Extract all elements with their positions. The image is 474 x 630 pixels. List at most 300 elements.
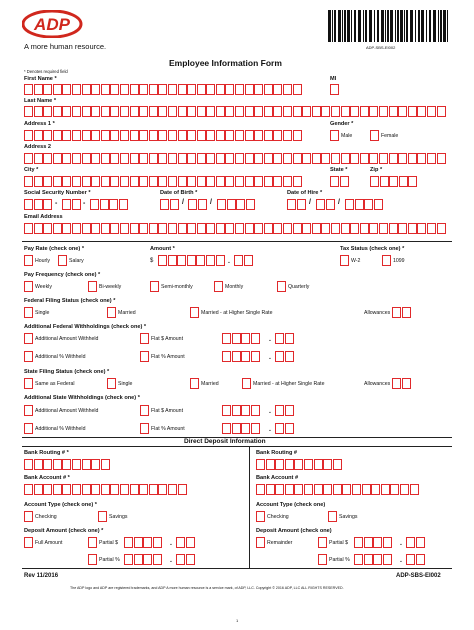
input-cell[interactable] — [283, 153, 292, 164]
input-cell[interactable] — [379, 106, 388, 117]
state-addl-cents-1[interactable] — [275, 405, 294, 416]
mi-field[interactable] — [330, 84, 340, 95]
input-cell[interactable] — [187, 84, 196, 95]
input-cell[interactable] — [168, 484, 177, 495]
input-cell[interactable] — [360, 223, 369, 234]
input-cell[interactable] — [53, 484, 62, 495]
input-cell[interactable] — [120, 130, 129, 141]
amount-cents[interactable] — [234, 255, 253, 266]
input-cell[interactable] — [149, 153, 158, 164]
input-cell[interactable] — [101, 130, 110, 141]
partial-dollar-1-amount[interactable] — [124, 537, 162, 548]
input-cell[interactable] — [331, 223, 340, 234]
input-cell[interactable] — [91, 130, 100, 141]
input-cell[interactable] — [225, 176, 234, 187]
input-cell[interactable] — [186, 554, 195, 565]
partial-pct-1-amount[interactable] — [124, 554, 162, 565]
input-cell[interactable] — [273, 176, 282, 187]
input-cell[interactable] — [168, 255, 177, 266]
input-cell[interactable] — [187, 130, 196, 141]
input-cell[interactable] — [326, 199, 335, 210]
input-cell[interactable] — [264, 176, 273, 187]
input-cell[interactable] — [72, 106, 81, 117]
input-cell[interactable] — [82, 459, 91, 470]
input-cell[interactable] — [170, 199, 179, 210]
input-cell[interactable] — [400, 484, 409, 495]
input-cell[interactable] — [254, 153, 263, 164]
fed-single-checkbox[interactable] — [24, 307, 33, 318]
input-cell[interactable] — [216, 223, 225, 234]
input-cell[interactable] — [110, 484, 119, 495]
input-cell[interactable] — [120, 223, 129, 234]
doh-month[interactable] — [287, 199, 306, 210]
state-addl-dollars-1[interactable] — [222, 405, 260, 416]
input-cell[interactable] — [275, 333, 284, 344]
input-cell[interactable] — [245, 84, 254, 95]
state-field[interactable] — [330, 176, 349, 187]
input-cell[interactable] — [235, 176, 244, 187]
doh-year[interactable] — [345, 199, 383, 210]
input-cell[interactable] — [333, 459, 342, 470]
input-cell[interactable] — [417, 223, 426, 234]
state-same-fed-checkbox[interactable] — [24, 378, 33, 389]
input-cell[interactable] — [340, 176, 349, 187]
input-cell[interactable] — [354, 554, 363, 565]
input-cell[interactable] — [427, 223, 436, 234]
input-cell[interactable] — [72, 484, 81, 495]
input-cell[interactable] — [374, 199, 383, 210]
input-cell[interactable] — [225, 153, 234, 164]
input-cell[interactable] — [312, 153, 321, 164]
input-cell[interactable] — [120, 84, 129, 95]
input-cell[interactable] — [110, 84, 119, 95]
input-cell[interactable] — [373, 554, 382, 565]
input-cell[interactable] — [120, 176, 129, 187]
input-cell[interactable] — [330, 84, 339, 95]
gender-male-checkbox[interactable] — [330, 130, 339, 141]
input-cell[interactable] — [188, 199, 197, 210]
input-cell[interactable] — [34, 153, 43, 164]
input-cell[interactable] — [110, 176, 119, 187]
dob-month[interactable] — [160, 199, 179, 210]
input-cell[interactable] — [302, 223, 311, 234]
state-flat-pct-checkbox[interactable] — [140, 423, 149, 434]
fed-allowances-field[interactable] — [392, 307, 411, 318]
state-married-checkbox[interactable] — [190, 378, 199, 389]
input-cell[interactable] — [187, 153, 196, 164]
input-cell[interactable] — [134, 554, 143, 565]
input-cell[interactable] — [206, 176, 215, 187]
input-cell[interactable] — [149, 223, 158, 234]
input-cell[interactable] — [90, 199, 99, 210]
input-cell[interactable] — [222, 423, 231, 434]
input-cell[interactable] — [206, 255, 215, 266]
input-cell[interactable] — [285, 405, 294, 416]
input-cell[interactable] — [235, 106, 244, 117]
input-cell[interactable] — [139, 153, 148, 164]
input-cell[interactable] — [275, 459, 284, 470]
input-cell[interactable] — [381, 484, 390, 495]
input-cell[interactable] — [293, 130, 302, 141]
input-cell[interactable] — [331, 106, 340, 117]
input-cell[interactable] — [437, 223, 446, 234]
input-cell[interactable] — [345, 199, 354, 210]
semimonthly-checkbox[interactable] — [150, 281, 159, 292]
input-cell[interactable] — [293, 223, 302, 234]
gender-female-checkbox[interactable] — [370, 130, 379, 141]
input-cell[interactable] — [187, 106, 196, 117]
input-cell[interactable] — [130, 130, 139, 141]
input-cell[interactable] — [323, 484, 332, 495]
input-cell[interactable] — [168, 223, 177, 234]
input-cell[interactable] — [312, 106, 321, 117]
input-cell[interactable] — [256, 484, 265, 495]
input-cell[interactable] — [392, 378, 401, 389]
input-cell[interactable] — [43, 459, 52, 470]
input-cell[interactable] — [369, 223, 378, 234]
input-cell[interactable] — [143, 554, 152, 565]
input-cell[interactable] — [153, 537, 162, 548]
input-cell[interactable] — [234, 255, 243, 266]
input-cell[interactable] — [82, 106, 91, 117]
ssn-part2[interactable] — [62, 199, 81, 210]
input-cell[interactable] — [216, 255, 225, 266]
state-married-higher-checkbox[interactable] — [242, 378, 251, 389]
input-cell[interactable] — [225, 106, 234, 117]
input-cell[interactable] — [187, 176, 196, 187]
bank-account-2-field[interactable] — [256, 484, 419, 495]
savings-2-checkbox[interactable] — [328, 511, 337, 522]
input-cell[interactable] — [225, 223, 234, 234]
input-cell[interactable] — [178, 176, 187, 187]
input-cell[interactable] — [101, 106, 110, 117]
input-cell[interactable] — [341, 223, 350, 234]
input-cell[interactable] — [399, 176, 408, 187]
last-name-field[interactable] — [24, 106, 446, 117]
input-cell[interactable] — [364, 537, 373, 548]
input-cell[interactable] — [222, 405, 231, 416]
input-cell[interactable] — [197, 84, 206, 95]
input-cell[interactable] — [294, 459, 303, 470]
input-cell[interactable] — [254, 223, 263, 234]
input-cell[interactable] — [91, 106, 100, 117]
input-cell[interactable] — [139, 223, 148, 234]
input-cell[interactable] — [406, 554, 415, 565]
input-cell[interactable] — [389, 153, 398, 164]
input-cell[interactable] — [341, 106, 350, 117]
input-cell[interactable] — [178, 130, 187, 141]
input-cell[interactable] — [82, 130, 91, 141]
input-cell[interactable] — [236, 199, 245, 210]
ssn-part1[interactable] — [24, 199, 53, 210]
input-cell[interactable] — [62, 84, 71, 95]
input-cell[interactable] — [256, 459, 265, 470]
input-cell[interactable] — [34, 130, 43, 141]
input-cell[interactable] — [72, 199, 81, 210]
input-cell[interactable] — [350, 223, 359, 234]
input-cell[interactable] — [408, 223, 417, 234]
input-cell[interactable] — [82, 153, 91, 164]
input-cell[interactable] — [158, 84, 167, 95]
hourly-checkbox[interactable] — [24, 255, 33, 266]
input-cell[interactable] — [82, 84, 91, 95]
input-cell[interactable] — [273, 130, 282, 141]
input-cell[interactable] — [285, 459, 294, 470]
input-cell[interactable] — [72, 459, 81, 470]
input-cell[interactable] — [321, 106, 330, 117]
input-cell[interactable] — [34, 84, 43, 95]
input-cell[interactable] — [264, 84, 273, 95]
input-cell[interactable] — [264, 130, 273, 141]
partial-dollar-1-checkbox[interactable] — [88, 537, 97, 548]
input-cell[interactable] — [364, 199, 373, 210]
input-cell[interactable] — [304, 484, 313, 495]
input-cell[interactable] — [352, 484, 361, 495]
address2-field[interactable] — [24, 153, 446, 164]
input-cell[interactable] — [331, 153, 340, 164]
input-cell[interactable] — [232, 351, 241, 362]
input-cell[interactable] — [197, 130, 206, 141]
input-cell[interactable] — [321, 153, 330, 164]
fed-addl-cents-1[interactable] — [275, 333, 294, 344]
input-cell[interactable] — [149, 176, 158, 187]
input-cell[interactable] — [371, 484, 380, 495]
input-cell[interactable] — [43, 199, 52, 210]
input-cell[interactable] — [34, 484, 43, 495]
input-cell[interactable] — [379, 153, 388, 164]
partial-dollar-2-cents[interactable] — [406, 537, 425, 548]
input-cell[interactable] — [62, 153, 71, 164]
input-cell[interactable] — [34, 459, 43, 470]
input-cell[interactable] — [369, 106, 378, 117]
input-cell[interactable] — [410, 484, 419, 495]
state-flat-amount-checkbox[interactable] — [140, 405, 149, 416]
bank-routing-2-field[interactable] — [256, 459, 342, 470]
input-cell[interactable] — [241, 405, 250, 416]
input-cell[interactable] — [91, 153, 100, 164]
partial-pct-2-cents[interactable] — [406, 554, 425, 565]
monthly-checkbox[interactable] — [214, 281, 223, 292]
input-cell[interactable] — [158, 176, 167, 187]
input-cell[interactable] — [120, 484, 129, 495]
input-cell[interactable] — [168, 176, 177, 187]
input-cell[interactable] — [110, 223, 119, 234]
input-cell[interactable] — [245, 176, 254, 187]
input-cell[interactable] — [187, 223, 196, 234]
input-cell[interactable] — [34, 199, 43, 210]
input-cell[interactable] — [398, 223, 407, 234]
input-cell[interactable] — [91, 484, 100, 495]
input-cell[interactable] — [275, 423, 284, 434]
input-cell[interactable] — [266, 484, 275, 495]
input-cell[interactable] — [285, 484, 294, 495]
input-cell[interactable] — [176, 537, 185, 548]
salary-checkbox[interactable] — [58, 255, 67, 266]
partial-pct-1-cents[interactable] — [176, 554, 195, 565]
zip-field[interactable] — [370, 176, 418, 187]
input-cell[interactable] — [24, 176, 33, 187]
input-cell[interactable] — [198, 199, 207, 210]
input-cell[interactable] — [235, 130, 244, 141]
input-cell[interactable] — [120, 153, 129, 164]
input-cell[interactable] — [354, 537, 363, 548]
email-field[interactable] — [24, 223, 446, 234]
input-cell[interactable] — [197, 176, 206, 187]
input-cell[interactable] — [160, 199, 169, 210]
input-cell[interactable] — [342, 484, 351, 495]
input-cell[interactable] — [275, 351, 284, 362]
fed-married-higher-checkbox[interactable] — [190, 307, 199, 318]
input-cell[interactable] — [216, 176, 225, 187]
input-cell[interactable] — [383, 554, 392, 565]
input-cell[interactable] — [24, 153, 33, 164]
input-cell[interactable] — [134, 537, 143, 548]
input-cell[interactable] — [330, 176, 339, 187]
input-cell[interactable] — [402, 307, 411, 318]
input-cell[interactable] — [62, 459, 71, 470]
input-cell[interactable] — [416, 554, 425, 565]
input-cell[interactable] — [158, 130, 167, 141]
input-cell[interactable] — [206, 130, 215, 141]
input-cell[interactable] — [139, 484, 148, 495]
input-cell[interactable] — [34, 106, 43, 117]
input-cell[interactable] — [369, 153, 378, 164]
input-cell[interactable] — [62, 484, 71, 495]
input-cell[interactable] — [149, 130, 158, 141]
input-cell[interactable] — [389, 106, 398, 117]
input-cell[interactable] — [297, 199, 306, 210]
input-cell[interactable] — [227, 199, 236, 210]
input-cell[interactable] — [246, 199, 255, 210]
input-cell[interactable] — [293, 106, 302, 117]
input-cell[interactable] — [390, 484, 399, 495]
input-cell[interactable] — [130, 153, 139, 164]
input-cell[interactable] — [53, 153, 62, 164]
input-cell[interactable] — [43, 153, 52, 164]
input-cell[interactable] — [53, 223, 62, 234]
input-cell[interactable] — [149, 106, 158, 117]
input-cell[interactable] — [110, 130, 119, 141]
input-cell[interactable] — [178, 153, 187, 164]
remainder-2-checkbox[interactable] — [256, 537, 265, 548]
state-single-checkbox[interactable] — [107, 378, 116, 389]
state-addl-dollars-2[interactable] — [222, 423, 260, 434]
input-cell[interactable] — [389, 223, 398, 234]
partial-pct-2-amount[interactable] — [354, 554, 392, 565]
input-cell[interactable] — [416, 537, 425, 548]
input-cell[interactable] — [293, 153, 302, 164]
fed-flat-amount-checkbox[interactable] — [140, 333, 149, 344]
input-cell[interactable] — [287, 199, 296, 210]
input-cell[interactable] — [232, 333, 241, 344]
ssn-part3[interactable] — [90, 199, 128, 210]
input-cell[interactable] — [149, 84, 158, 95]
input-cell[interactable] — [72, 153, 81, 164]
input-cell[interactable] — [82, 484, 91, 495]
input-cell[interactable] — [241, 333, 250, 344]
input-cell[interactable] — [373, 537, 382, 548]
input-cell[interactable] — [130, 84, 139, 95]
input-cell[interactable] — [355, 199, 364, 210]
input-cell[interactable] — [293, 176, 302, 187]
input-cell[interactable] — [302, 153, 311, 164]
input-cell[interactable] — [275, 484, 284, 495]
input-cell[interactable] — [91, 176, 100, 187]
input-cell[interactable] — [264, 153, 273, 164]
input-cell[interactable] — [408, 106, 417, 117]
input-cell[interactable] — [251, 351, 260, 362]
input-cell[interactable] — [197, 106, 206, 117]
input-cell[interactable] — [379, 223, 388, 234]
input-cell[interactable] — [383, 537, 392, 548]
input-cell[interactable] — [408, 176, 417, 187]
input-cell[interactable] — [402, 378, 411, 389]
input-cell[interactable] — [437, 106, 446, 117]
input-cell[interactable] — [251, 405, 260, 416]
input-cell[interactable] — [370, 176, 379, 187]
input-cell[interactable] — [406, 537, 415, 548]
input-cell[interactable] — [293, 84, 302, 95]
input-cell[interactable] — [254, 130, 263, 141]
input-cell[interactable] — [72, 223, 81, 234]
input-cell[interactable] — [43, 130, 52, 141]
input-cell[interactable] — [398, 153, 407, 164]
checking-2-checkbox[interactable] — [256, 511, 265, 522]
input-cell[interactable] — [72, 84, 81, 95]
input-cell[interactable] — [264, 106, 273, 117]
input-cell[interactable] — [244, 255, 253, 266]
partial-dollar-2-checkbox[interactable] — [318, 537, 327, 548]
input-cell[interactable] — [251, 333, 260, 344]
input-cell[interactable] — [285, 333, 294, 344]
input-cell[interactable] — [302, 106, 311, 117]
input-cell[interactable] — [360, 153, 369, 164]
input-cell[interactable] — [124, 554, 133, 565]
input-cell[interactable] — [216, 84, 225, 95]
input-cell[interactable] — [408, 153, 417, 164]
input-cell[interactable] — [53, 130, 62, 141]
input-cell[interactable] — [158, 255, 167, 266]
input-cell[interactable] — [101, 223, 110, 234]
input-cell[interactable] — [398, 106, 407, 117]
input-cell[interactable] — [427, 106, 436, 117]
input-cell[interactable] — [380, 176, 389, 187]
input-cell[interactable] — [222, 333, 231, 344]
input-cell[interactable] — [217, 199, 226, 210]
doh-day[interactable] — [316, 199, 335, 210]
input-cell[interactable] — [206, 106, 215, 117]
input-cell[interactable] — [110, 106, 119, 117]
fed-addl-dollars-1[interactable] — [222, 333, 260, 344]
input-cell[interactable] — [275, 405, 284, 416]
input-cell[interactable] — [168, 84, 177, 95]
input-cell[interactable] — [216, 153, 225, 164]
input-cell[interactable] — [197, 153, 206, 164]
input-cell[interactable] — [143, 537, 152, 548]
bank-routing-1-field[interactable] — [24, 459, 110, 470]
input-cell[interactable] — [43, 484, 52, 495]
full-amount-1-checkbox[interactable] — [24, 537, 33, 548]
state-addl-pct-checkbox[interactable] — [24, 423, 33, 434]
biweekly-checkbox[interactable] — [88, 281, 97, 292]
input-cell[interactable] — [153, 554, 162, 565]
input-cell[interactable] — [120, 106, 129, 117]
input-cell[interactable] — [316, 199, 325, 210]
input-cell[interactable] — [82, 176, 91, 187]
input-cell[interactable] — [225, 130, 234, 141]
partial-pct-1-checkbox[interactable] — [88, 554, 97, 565]
savings-1-checkbox[interactable] — [98, 511, 107, 522]
